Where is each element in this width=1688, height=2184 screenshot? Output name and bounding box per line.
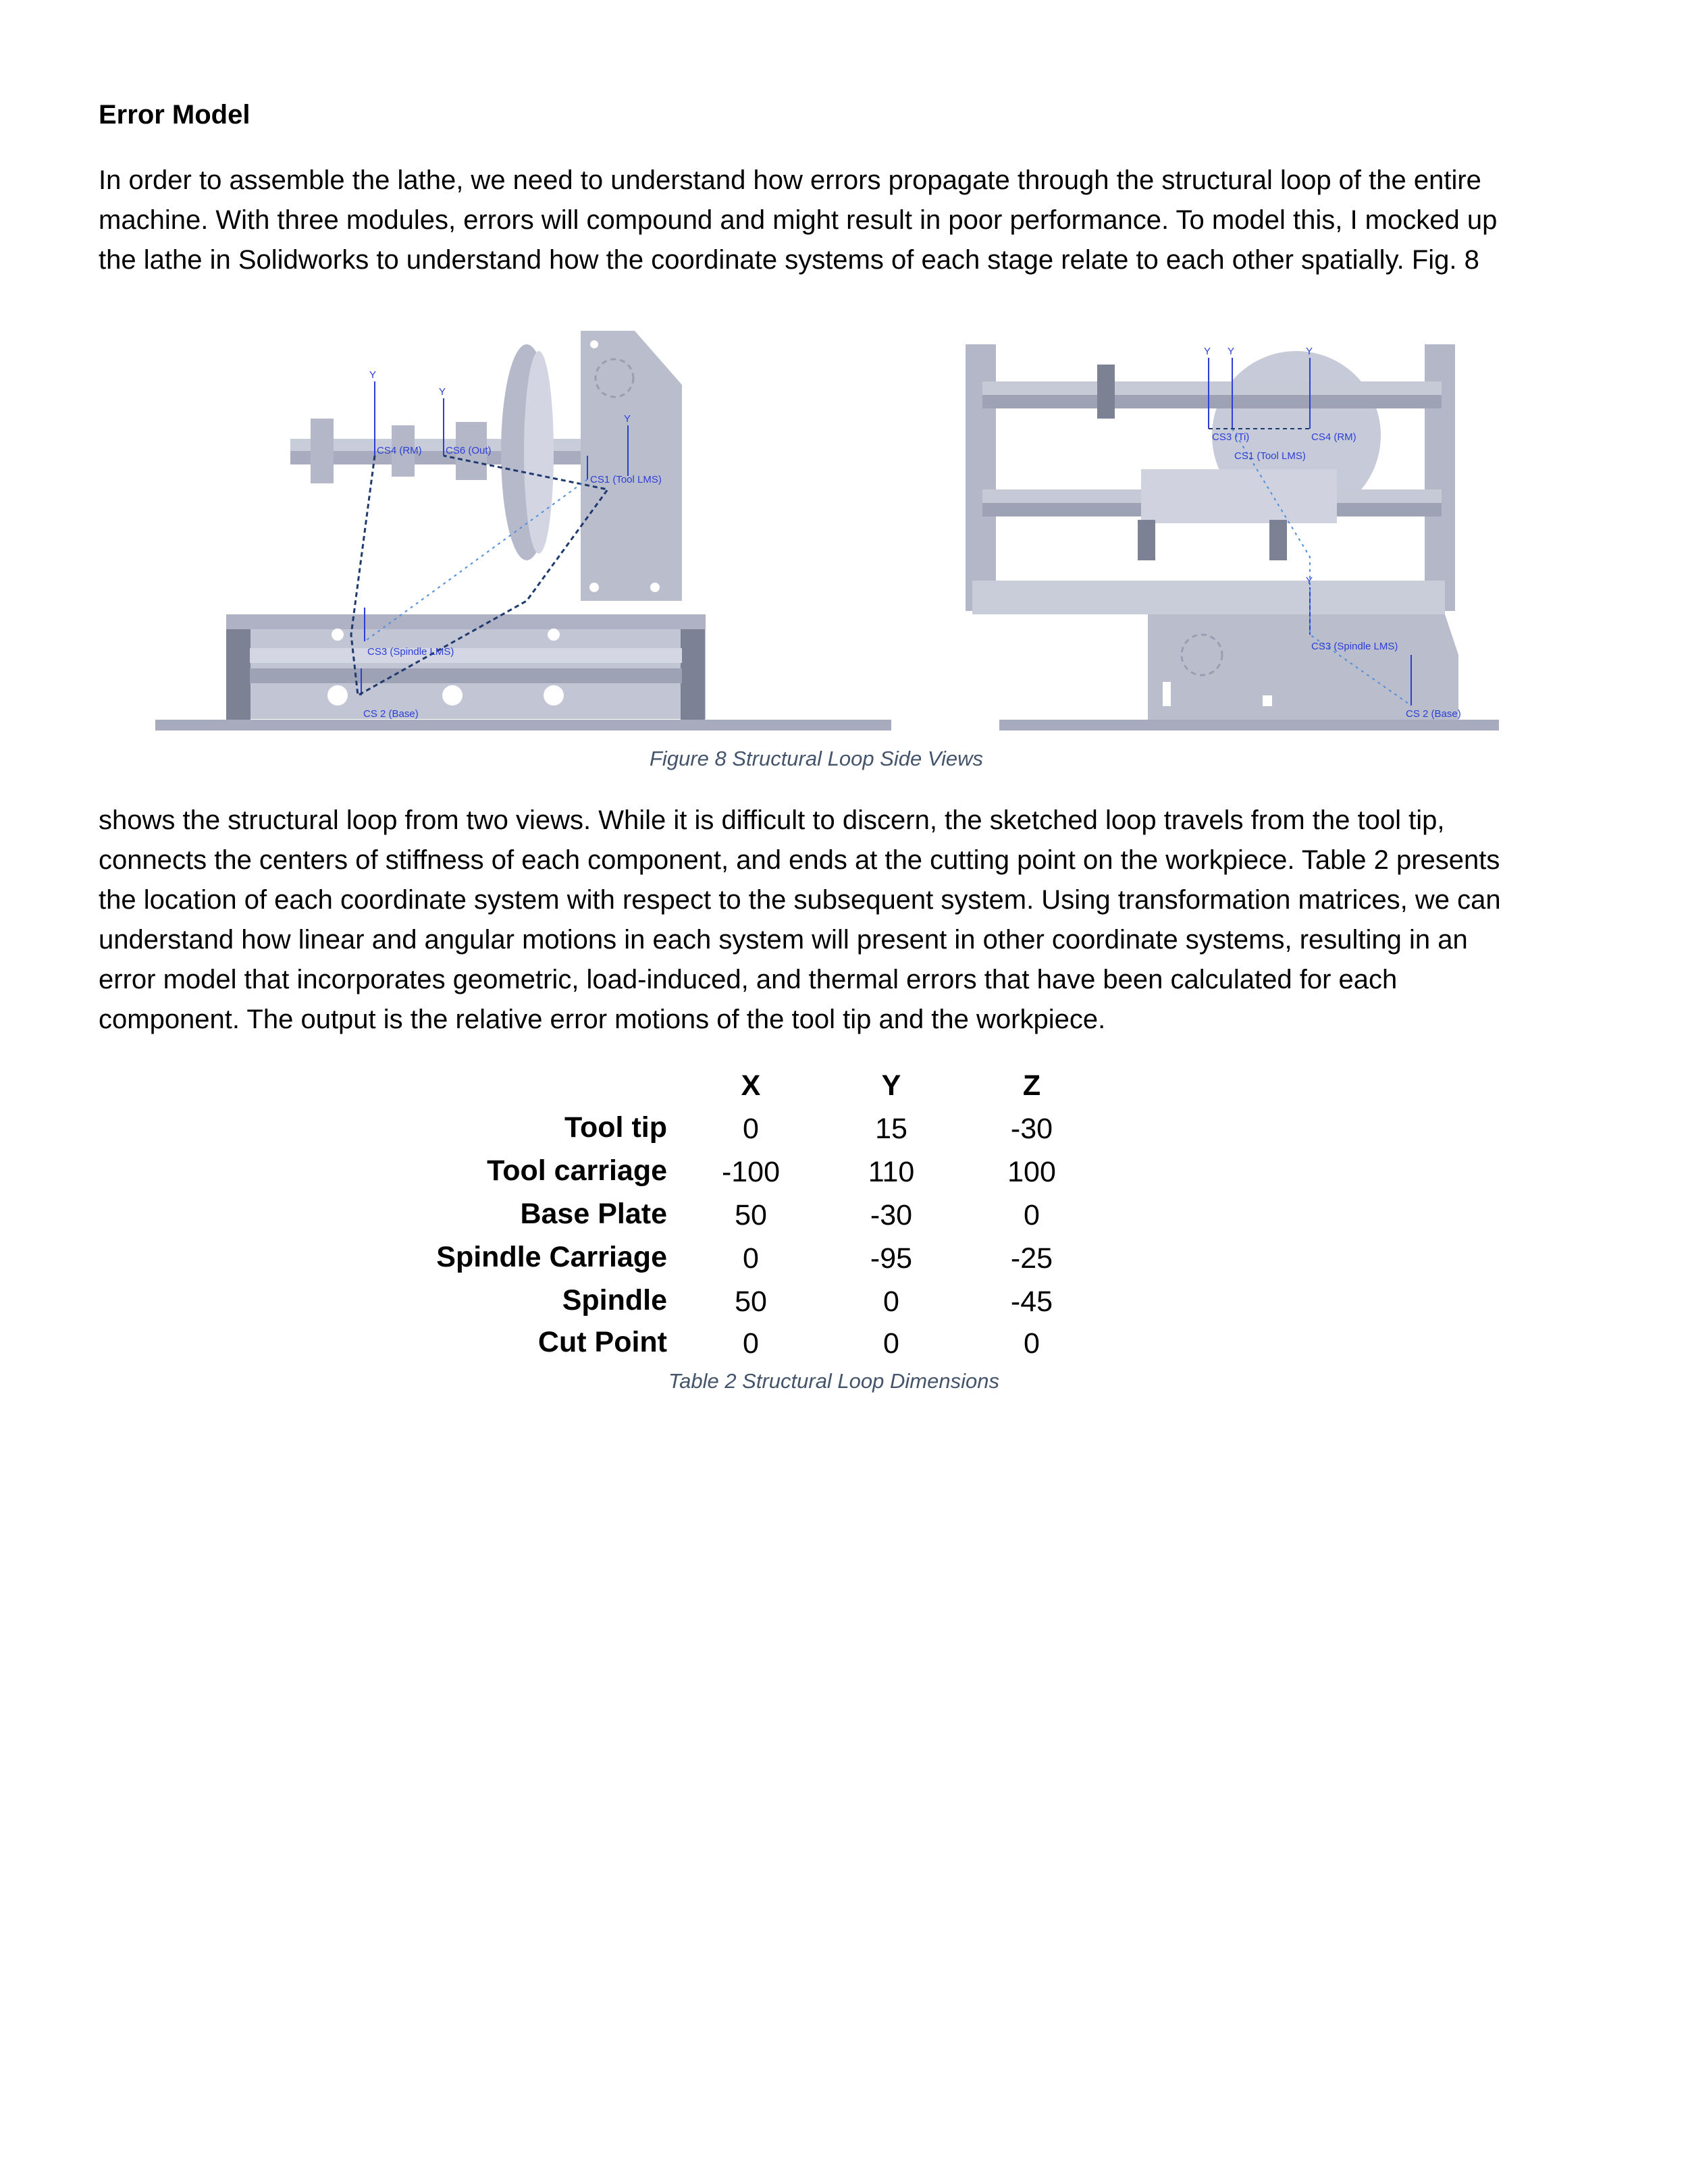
text-line: error model that incorporates geometric, load-induced, and thermal errors that have been calculated for each [99, 965, 1398, 994]
column-header-z: Z [1022, 1069, 1041, 1102]
table-cell: -95 [870, 1242, 913, 1275]
section-heading: Error Model [99, 100, 250, 130]
row-label: Tool carriage [487, 1154, 667, 1187]
table-cell: 0 [743, 1113, 759, 1145]
text-line: component. The output is the relative error motions of the tool tip and the workpiece. [99, 1005, 1106, 1034]
text-line: understand how linear and angular motions in each system will present in other coordinate systems, resulting in an [99, 925, 1468, 955]
text-line: shows the structural loop from two views. While it is difficult to discern, the sketched loop travels from the tool tip, [99, 805, 1445, 835]
coord-label: CS 2 (Base) [1406, 708, 1461, 720]
table-cell: 50 [735, 1199, 767, 1231]
right-side-view [966, 344, 1499, 730]
axis-label: Y [1228, 346, 1235, 357]
table-cell: 15 [875, 1113, 907, 1145]
table-cell: -30 [870, 1199, 913, 1231]
axis-label: Y [439, 386, 446, 398]
axis-label: Y [1306, 346, 1313, 357]
intro-paragraph [99, 161, 1584, 280]
row-label: Spindle [562, 1284, 667, 1316]
row-label: Tool tip [564, 1111, 667, 1144]
axis-label: Y [369, 369, 377, 381]
coord-label: CS1 (Tool LMS) [1234, 450, 1306, 462]
table-cell: 0 [743, 1327, 759, 1360]
table-cell: -100 [721, 1156, 781, 1188]
column-header-x: X [741, 1069, 761, 1102]
text-line: connects the centers of stiffness of each component, and ends at the cutting point on the workpiece. Table 2 presents [99, 845, 1500, 875]
coord-label: CS3 (Ti) [1212, 431, 1250, 443]
coord-label: CS1 (Tool LMS) [590, 474, 662, 485]
figure-caption: Figure 8 Structural Loop Side Views [650, 747, 983, 770]
table-cell: 110 [868, 1156, 915, 1188]
table-cell: 0 [883, 1285, 899, 1318]
coord-label: CS4 (RM) [1311, 431, 1356, 443]
coord-label: CS 2 (Base) [363, 708, 419, 720]
structural-loop-figure [149, 317, 1512, 736]
table-cell: 50 [735, 1285, 767, 1318]
coord-label: CS6 (Out) [446, 445, 492, 456]
body-paragraph [99, 801, 1584, 1040]
table-cell: 0 [1024, 1327, 1040, 1360]
table-cell: 0 [1024, 1199, 1040, 1231]
table-cell: 0 [743, 1242, 759, 1275]
column-header-y: Y [881, 1069, 901, 1102]
table-cell: -45 [1010, 1285, 1053, 1318]
table-cell: -30 [1010, 1113, 1053, 1145]
text-line: machine. With three modules, errors will compound and might result in poor performance. To model this, I mocked up [99, 205, 1498, 235]
coord-label: CS4 (RM) [377, 445, 422, 456]
text-line: the location of each coordinate system with respect to the subsequent system. Using transformation matrices, we can [99, 885, 1501, 915]
row-label: Base Plate [520, 1198, 667, 1230]
table-caption: Table 2 Structural Loop Dimensions [668, 1369, 999, 1393]
text-line: the lathe in Solidworks to understand how the coordinate systems of each stage relate to each other spatially. Fig. 8 [99, 245, 1479, 275]
coord-label: CS3 (Spindle LMS) [1311, 641, 1398, 652]
row-label: Spindle Carriage [436, 1241, 667, 1273]
axis-label: Y [1306, 575, 1313, 587]
coord-label: CS3 (Spindle LMS) [367, 646, 454, 658]
axis-label: Y [1204, 346, 1211, 357]
row-label: Cut Point [537, 1326, 667, 1358]
table-cell: -25 [1010, 1242, 1053, 1275]
table-cell: 100 [1007, 1156, 1056, 1188]
left-side-view [155, 331, 891, 730]
axis-label: Y [624, 413, 631, 425]
table-cell: 0 [883, 1327, 899, 1360]
text-line: In order to assemble the lathe, we need to understand how errors propagate through the structural loop of the entire [99, 165, 1481, 195]
